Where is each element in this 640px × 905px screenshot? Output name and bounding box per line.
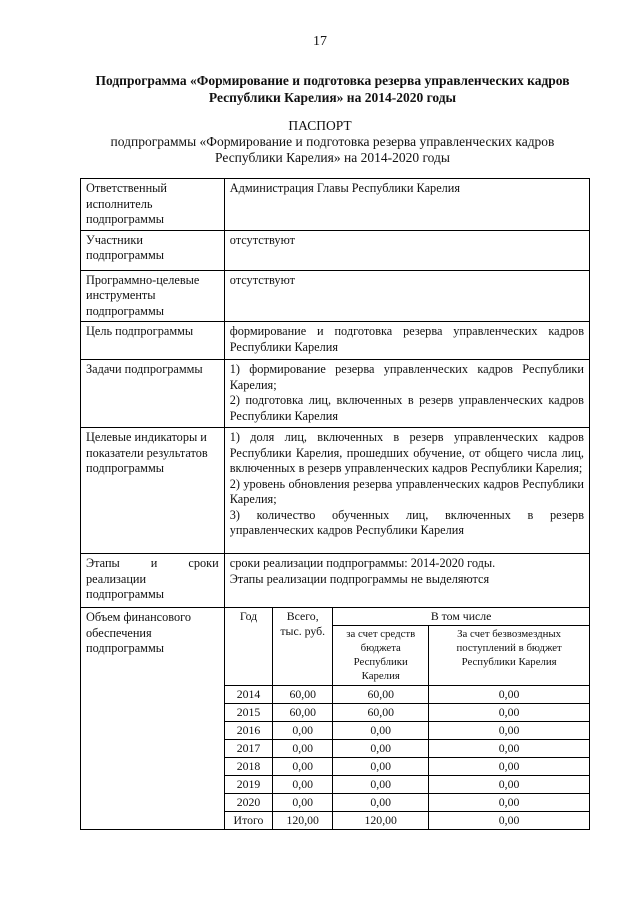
finance-row (225, 758, 589, 776)
finance-grants: 0,00 (429, 794, 589, 812)
label-line: исполнитель (86, 196, 153, 211)
finance-grants: 0,00 (429, 740, 589, 758)
finance-budget: 0,00 (333, 776, 429, 794)
passport-subtitle-line: подпрограммы «Формирование и подготовка резерва управленческих кадров (110, 134, 555, 149)
label-line: Ответственный (86, 181, 167, 195)
indicator-item: 2) уровень обновления резерва управленческих кадров Республики Карелия; (229, 476, 584, 506)
page-number: 17 (313, 34, 327, 49)
finance-row (225, 794, 589, 812)
finance-budget: 60,00 (333, 686, 429, 704)
finance-total: 120,00 (273, 812, 333, 830)
finance-budget: 0,00 (333, 722, 429, 740)
row-value: формирование и подготовка резерва управленческих кадров Республики Карелия (224, 322, 589, 360)
row-goal (81, 322, 590, 360)
label-line: показатели результатов (86, 445, 208, 460)
task-item: 1) формирование резерва управленческих кадров Республики Карелия; (229, 362, 584, 392)
label-line: инструменты (86, 288, 156, 302)
indicator-item: 1) доля лиц, включенных в резерв управленческих кадров Республики Карелия, прошедших обучение, от общего числа лиц, включенных в резерв управленческих кадров Республики Карелия; (229, 430, 584, 475)
label-line: Программно-целевые (86, 272, 200, 287)
row-stages (81, 554, 590, 608)
finance-total: 0,00 (273, 794, 333, 812)
finance-row (225, 704, 589, 722)
row-value (224, 360, 589, 428)
label-line: подпрограммы (86, 248, 164, 262)
finance-grants: 0,00 (429, 686, 589, 704)
finance-grants: 0,00 (429, 704, 589, 722)
finance-total: 0,00 (273, 776, 333, 794)
row-finance (81, 608, 590, 830)
label-line: подпрограммы (86, 303, 164, 318)
row-label: Задачи подпрограммы (81, 360, 225, 428)
finance-row (225, 812, 589, 830)
finance-total: 60,00 (273, 704, 333, 722)
finance-row (225, 722, 589, 740)
label-line: Участники (86, 232, 143, 247)
row-value: отсутствуют (224, 270, 589, 322)
row-value (224, 428, 589, 554)
label-line: подпрограммы (86, 212, 164, 226)
label-line (86, 556, 219, 572)
label-line: Целевые индикаторы и (86, 430, 207, 444)
finance-cell (224, 608, 589, 830)
finance-budget: 0,00 (333, 758, 429, 776)
row-label: Цель подпрограммы (81, 322, 225, 360)
header-grants: За счет безвозмездных поступлений в бюджет Республики Карелия (429, 626, 589, 686)
finance-budget: 60,00 (333, 704, 429, 722)
finance-year: 2019 (225, 776, 273, 794)
finance-total: 0,00 (273, 740, 333, 758)
row-executor (81, 179, 590, 231)
passport-subtitle-line: Республики Карелия» на 2014-2020 годы (215, 150, 450, 165)
row-value (224, 554, 589, 608)
finance-year: 2014 (225, 686, 273, 704)
finance-year: 2015 (225, 704, 273, 722)
header-total: Всего, тыс. руб. (273, 608, 333, 686)
finance-year: 2016 (225, 722, 273, 740)
row-label (81, 270, 225, 322)
header-including: В том числе (333, 608, 589, 626)
passport-heading: ПАСПОРТ (288, 118, 352, 133)
finance-budget: 0,00 (333, 740, 429, 758)
document-title (60, 72, 605, 106)
finance-budget: 0,00 (333, 794, 429, 812)
row-label (81, 179, 225, 231)
finance-year: 2018 (225, 758, 273, 776)
row-label (81, 428, 225, 554)
passport-table (80, 178, 590, 830)
finance-grants: 0,00 (429, 722, 589, 740)
label-line: Объем финансового (86, 610, 192, 624)
row-label (81, 230, 225, 270)
finance-year: Итого (225, 812, 273, 830)
document-title-line: Республики Карелия» на 2014-2020 годы (208, 90, 457, 105)
finance-table (225, 608, 589, 829)
finance-row (225, 740, 589, 758)
finance-row (225, 776, 589, 794)
label-word: Этапы (86, 556, 120, 570)
label-word: и (150, 556, 158, 570)
finance-header-row (225, 608, 589, 626)
stages-line: сроки реализации подпрограммы: 2014-2020 годы. (229, 556, 496, 570)
finance-row (225, 686, 589, 704)
finance-grants: 0,00 (429, 812, 589, 830)
document-title-line: Подпрограмма «Формирование и подготовка резерва управленческих кадров (95, 73, 570, 88)
row-participants (81, 230, 590, 270)
indicator-item: 3) количество обученных лиц, включенных в резерв управленческих кадров Республики Карелия (229, 507, 584, 537)
row-value: отсутствуют (224, 230, 589, 270)
finance-total: 0,00 (273, 722, 333, 740)
finance-grants: 0,00 (429, 776, 589, 794)
finance-year: 2017 (225, 740, 273, 758)
row-label (81, 608, 225, 830)
label-line: подпрограммы (86, 587, 164, 601)
row-tasks (81, 360, 590, 428)
task-item: 2) подготовка лиц, включенных в резерв управленческих кадров Республики Карелия (229, 393, 584, 423)
finance-total: 60,00 (273, 686, 333, 704)
label-word: сроки (188, 556, 219, 570)
finance-budget: 120,00 (333, 812, 429, 830)
row-label (81, 554, 225, 608)
row-value: Администрация Главы Республики Карелия (224, 179, 589, 231)
passport-subtitle (60, 134, 605, 166)
row-instruments (81, 270, 590, 322)
label-line: обеспечения (86, 625, 152, 640)
label-line: реализации (86, 571, 147, 586)
label-line: подпрограммы (86, 641, 164, 655)
finance-total: 0,00 (273, 758, 333, 776)
header-budget: за счет средств бюджета Республики Карелия (333, 626, 429, 686)
header-year: Год (239, 609, 258, 623)
stages-line: Этапы реализации подпрограммы не выделяются (229, 571, 490, 586)
finance-year: 2020 (225, 794, 273, 812)
label-line: подпрограммы (86, 461, 164, 475)
row-indicators (81, 428, 590, 554)
finance-grants: 0,00 (429, 758, 589, 776)
